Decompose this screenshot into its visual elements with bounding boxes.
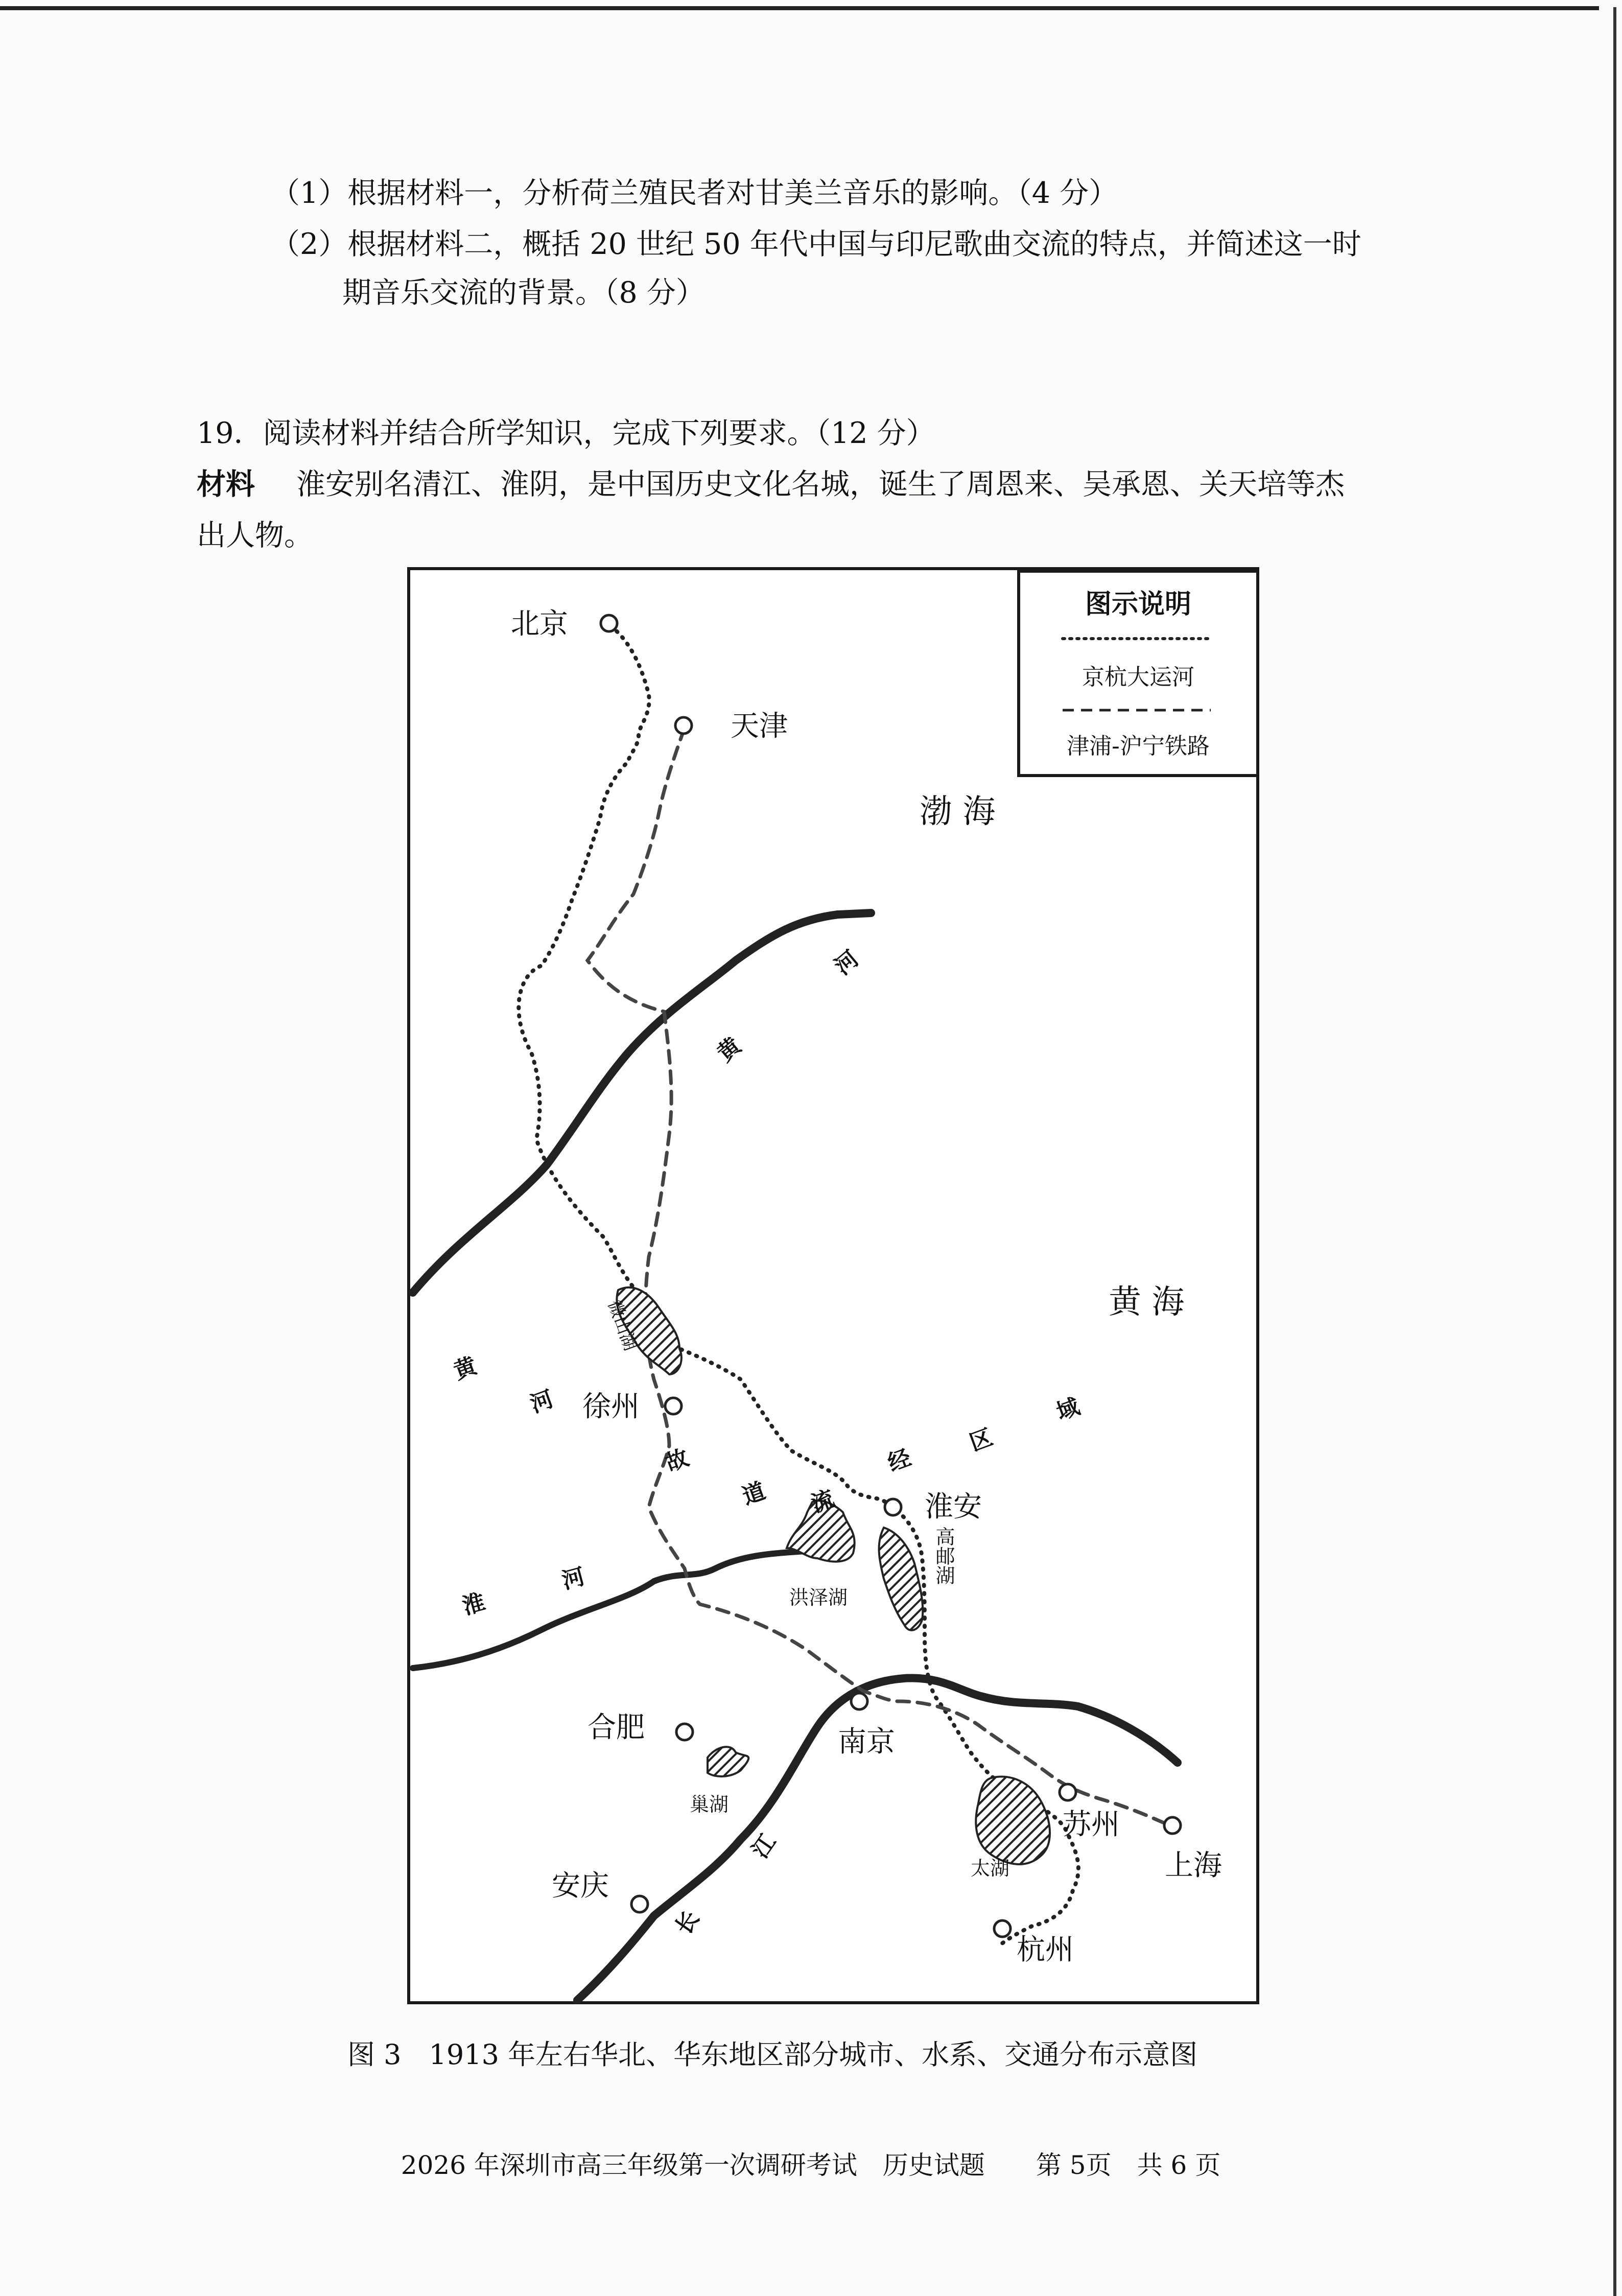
river-label-old-2: 河 <box>527 1386 557 1418</box>
map-caption: 图 3 1913 年左右华北、华东地区部分城市、水系、交通分布示意图 <box>347 2039 1198 2071</box>
city-label-anqing: 安庆 <box>552 1869 609 1903</box>
river-label-old-5: 流 <box>808 1485 838 1518</box>
city-label-suzhou: 苏州 <box>1063 1808 1120 1841</box>
river-label-yangtze-2: 江 <box>747 1830 782 1863</box>
lake-label-chao: 巢湖 <box>690 1793 729 1816</box>
question-18-part-1: （1）根据材料一，分析荷兰殖民者对甘美兰音乐的影响。（4 分） <box>271 176 1118 210</box>
city-label-tianjin: 天津 <box>731 710 788 743</box>
city-marker-tianjin <box>675 717 692 734</box>
question-18-part-2-line-2: 期音乐交流的背景。（8 分） <box>342 276 705 310</box>
sea-bohai: 渤 海 <box>920 793 996 831</box>
river-label-old-4: 道 <box>739 1478 769 1510</box>
city-marker-hangzhou <box>994 1920 1010 1937</box>
city-label-shanghai: 上海 <box>1165 1849 1222 1882</box>
material-text-line-1: 淮安别名清江、淮阴，是中国历史文化名城，诞生了周恩来、吴承恩、关天培等杰 <box>296 467 1345 501</box>
material-label: 材料 <box>197 467 255 501</box>
river-label-yellow-1: 黄 <box>712 1033 746 1067</box>
city-label-nanjing: 南京 <box>838 1725 895 1759</box>
river-label-yangtze-1: 长 <box>670 1906 705 1940</box>
legend-railway-label: 津浦-沪宁铁路 <box>1067 733 1210 759</box>
city-label-huaian: 淮安 <box>925 1490 982 1524</box>
river-label-huai-2: 河 <box>559 1563 588 1595</box>
legend-title: 图示说明 <box>1085 589 1192 620</box>
river-label-old-7: 区 <box>966 1424 997 1457</box>
city-marker-xuzhou <box>665 1398 681 1414</box>
question-19-header: 19．阅读材料并结合所学知识，完成下列要求。（12 分） <box>197 416 935 450</box>
city-marker-hefei <box>676 1724 693 1740</box>
material-text-line-2: 出人物。 <box>197 519 313 552</box>
river-label-old-1: 黄 <box>450 1352 481 1385</box>
city-label-hefei: 合肥 <box>587 1711 645 1744</box>
city-label-beijing: 北京 <box>511 607 568 641</box>
city-marker-huaian <box>885 1499 901 1515</box>
city-marker-suzhou <box>1060 1784 1076 1800</box>
lake-label-hongze: 洪泽湖 <box>789 1586 848 1609</box>
river-label-huai-1: 淮 <box>459 1588 488 1620</box>
city-label-xuzhou: 徐州 <box>582 1390 640 1423</box>
lake-label-tai: 太湖 <box>971 1857 1010 1880</box>
page-footer: 2026 年深圳市高三年级第一次调研考试 历史试题 第 5页 共 6 页 <box>401 2150 1221 2180</box>
river-label-yellow-2: 河 <box>830 946 864 980</box>
lake-label-gaoyou: 高邮湖 <box>932 1527 955 1585</box>
river-label-old-8: 域 <box>1053 1393 1084 1426</box>
map-legend <box>1019 571 1258 776</box>
city-label-hangzhou: 杭州 <box>1017 1933 1074 1966</box>
river-label-old-3: 故 <box>662 1444 693 1477</box>
city-marker-anqing <box>631 1896 648 1912</box>
city-marker-shanghai <box>1164 1817 1181 1834</box>
city-marker-beijing <box>601 615 617 631</box>
lake-label-weishan: 微山湖 <box>603 1297 641 1353</box>
sea-huanghai: 黄 海 <box>1109 1283 1185 1321</box>
legend-canal-label: 京杭大运河 <box>1082 664 1194 690</box>
question-18-part-2-line-1: （2）根据材料二，概括 20 世纪 50 年代中国与印尼歌曲交流的特点，并简述这一时 <box>271 227 1361 261</box>
city-marker-nanjing <box>851 1693 867 1709</box>
river-label-old-6: 经 <box>884 1444 915 1477</box>
